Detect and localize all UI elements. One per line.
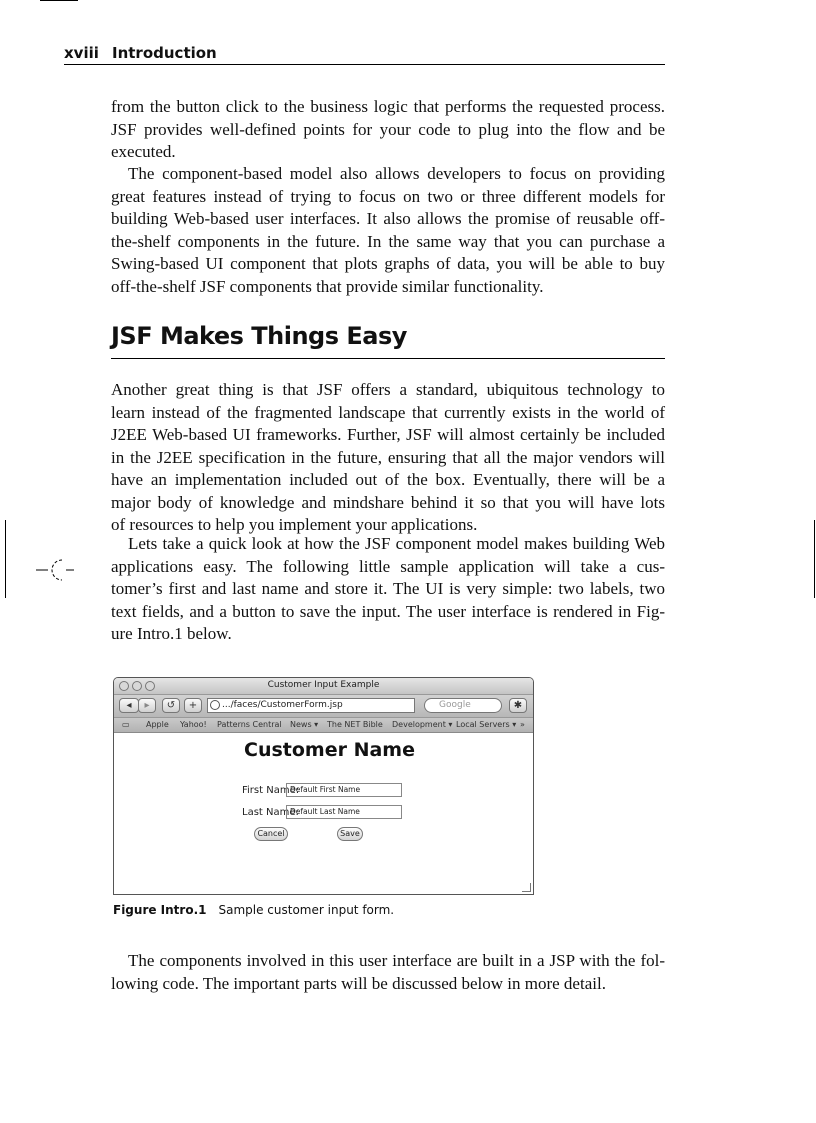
text-line: great features instead of trying to focus on two or three different models for <box>111 186 665 206</box>
reload-icon[interactable]: ↺ <box>162 698 180 713</box>
text-line: in the J2EE specification in the future, ensuring that all the major vendors will <box>111 447 665 467</box>
text-line: Another great thing is that JSF offers a standard, ubiquitous technology to <box>111 380 665 399</box>
address-url: .../faces/CustomerForm.jsp <box>222 700 343 710</box>
paragraph-2 <box>111 163 665 298</box>
text-line: of resources to help you implement your applications. <box>111 515 478 534</box>
text-line: The component-based model also allows developers to focus on providing <box>128 164 665 183</box>
text-line: applications easy. The following little sample application will take a cus- <box>111 556 665 576</box>
bookmark-item[interactable]: News ▾ <box>290 720 319 729</box>
text-line: the-shelf components in the future. In the same way that you can purchase a <box>111 231 665 251</box>
crop-mark-left <box>5 520 6 598</box>
browser-content <box>114 733 533 894</box>
last-name-input[interactable]: Default Last Name <box>286 805 402 819</box>
bookmark-item[interactable]: The NET Bible <box>327 720 383 729</box>
browser-toolbar <box>114 695 533 718</box>
crop-mark-top <box>40 0 78 1</box>
search-field[interactable] <box>424 698 502 713</box>
text-line: lowing code. The important parts will be discussed below in more detail. <box>111 973 606 993</box>
text-line: J2EE Web-based UI frameworks. Further, JSF will almost certainly be included <box>111 425 665 444</box>
search-placeholder: Google <box>439 700 471 710</box>
first-name-label: First Name: <box>242 785 300 796</box>
figure-caption-text: Sample customer input form. <box>218 903 395 917</box>
cancel-button[interactable]: Cancel <box>254 827 288 841</box>
paragraph-4 <box>111 533 665 646</box>
bug-report-icon[interactable]: ✱ <box>509 698 527 713</box>
back-button[interactable]: ◂ <box>119 698 139 713</box>
running-title: Introduction <box>112 44 217 62</box>
text-line: tomer’s first and last name and store it. The UI is very simple: two labels, two <box>111 579 665 598</box>
text-line: JSF provides well-defined points for your code to plug into the flow and be <box>111 119 665 139</box>
resize-grip-icon[interactable] <box>522 883 531 892</box>
paragraph-5 <box>111 950 665 995</box>
paragraph-3 <box>111 379 665 537</box>
crop-mark-right <box>814 520 815 598</box>
window-title: Customer Input Example <box>267 680 380 690</box>
text-line: executed. <box>111 142 176 161</box>
text-line: off-the-shelf JSF components that provide similar functionality. <box>111 276 544 296</box>
save-button[interactable]: Save <box>337 827 363 841</box>
bookmark-overflow[interactable]: » <box>520 720 525 729</box>
text-line: text fields, and a button to save the input. The user interface is rendered in Fig- <box>111 601 665 621</box>
text-line: Swing-based UI component that plots graphs of data, you will be able to buy <box>111 254 665 273</box>
address-bar[interactable] <box>207 698 415 713</box>
text-line: have an implementation included out of the box. Eventually, there will be a <box>111 470 665 489</box>
form-heading: Customer Name <box>244 739 415 761</box>
text-line: learn instead of the fragmented landscape that currently exists in the world of <box>111 402 665 422</box>
book-icon[interactable]: ▭ <box>122 720 130 729</box>
figure-browser-window <box>113 677 534 895</box>
text-line: major body of knowledge and mindshare behind it so that you will have lots <box>111 492 665 512</box>
page-number: xviii <box>64 44 99 62</box>
registration-mark-icon <box>26 548 76 584</box>
window-titlebar <box>114 678 533 695</box>
forward-button[interactable]: ▸ <box>138 698 156 713</box>
bookmark-item[interactable]: Apple <box>146 720 169 729</box>
last-name-label: Last Name: <box>242 807 299 818</box>
bookmark-item[interactable]: Development ▾ <box>392 720 453 729</box>
globe-icon <box>210 700 220 710</box>
text-line: building Web-based user interfaces. It also allows the promise of reusable off- <box>111 209 665 228</box>
text-line: Lets take a quick look at how the JSF component model makes building Web <box>128 534 665 553</box>
first-name-input[interactable]: Default First Name <box>286 783 402 797</box>
running-header <box>64 44 665 65</box>
paragraph-1 <box>111 96 665 164</box>
figure-label: Figure Intro.1 <box>113 903 207 917</box>
add-bookmark-icon[interactable]: + <box>184 698 202 713</box>
bookmarks-bar <box>114 718 533 733</box>
section-heading: JSF Makes Things Easy <box>111 322 665 359</box>
figure-caption <box>113 903 394 917</box>
bookmark-item[interactable]: Local Servers ▾ <box>456 720 517 729</box>
bookmark-item[interactable]: Patterns Central <box>217 720 282 729</box>
text-line: from the button click to the business logic that performs the requested process. <box>111 97 665 116</box>
text-line: ure Intro.1 below. <box>111 624 232 643</box>
text-line: The components involved in this user interface are built in a JSP with the fol- <box>128 951 665 970</box>
bookmark-item[interactable]: Yahoo! <box>180 720 207 729</box>
